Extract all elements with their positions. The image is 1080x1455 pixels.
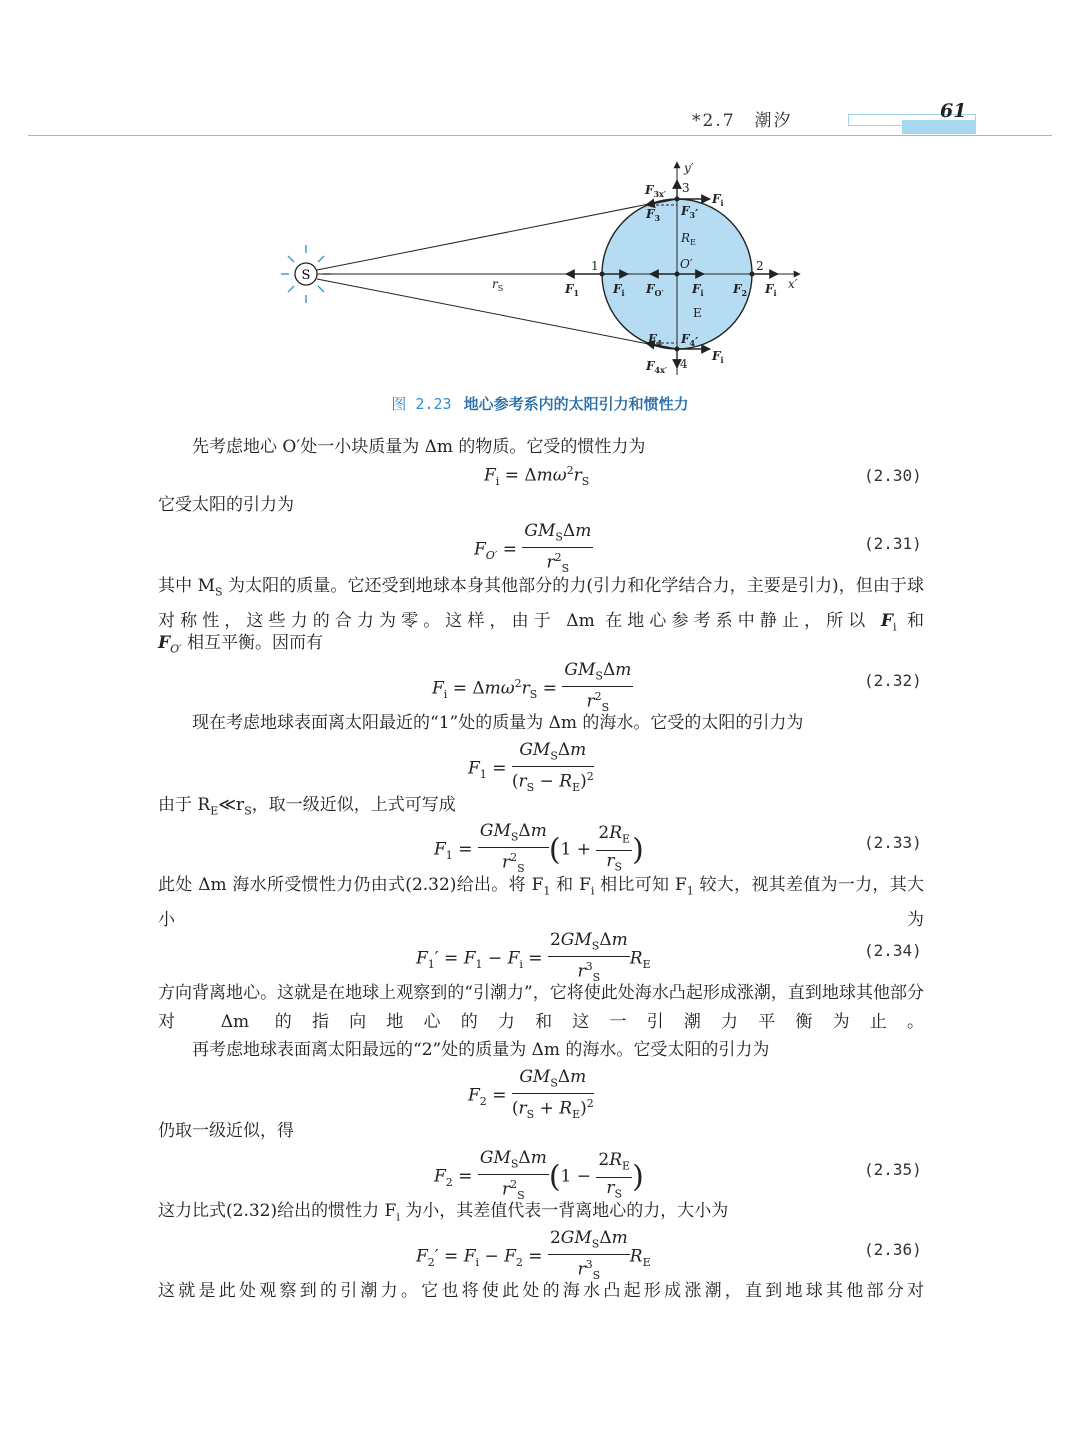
equation-2-32: $F_i = \Delta m\omega^2r_S$ = $\frac{GM_S\Delta m}{r^2_S}$ — [432, 660, 632, 715]
equation-F1: $F_1$ = $\frac{GM_S\Delta m}{(r_S - R_E)^2}$ — [468, 740, 594, 795]
equation-2-36: $F_2' = F_i - F_2$ = $\frac{2GM_S\Delta m}{r^3_S}$ $R_E$ — [416, 1228, 651, 1283]
equation-number-2-36: (2.36) — [864, 1240, 922, 1259]
force-FO-label: $F_{O'}$ — [646, 282, 664, 298]
point-3-label: 3 — [682, 181, 690, 195]
earth-label: E — [693, 306, 702, 320]
force-F2-label: $F_2$ — [733, 282, 748, 298]
force-F4p-label: $F_4'$ — [681, 332, 699, 349]
equation-2-34: $F_1' = F_1 - F_i$ = $\frac{2GM_S\Delta m}{r^3_S}$ $R_E$ — [416, 930, 651, 985]
figure-number: 图 2.23 — [391, 395, 452, 413]
paragraph-2: 它受太阳的引力为 — [158, 495, 294, 515]
force-F1-label: $F_1$ — [565, 282, 580, 298]
paragraph-5: 由于 $R_E≪r_S$，取一级近似，上式可写成 — [158, 795, 456, 818]
equation-number-2-35: (2.35) — [864, 1160, 922, 1179]
force-Fi-center-label: $F_i$ — [692, 282, 704, 298]
force-F3p-label: $F_3'$ — [681, 204, 699, 221]
equation-number-2-31: (2.31) — [864, 534, 922, 553]
paragraph-3: 其中 $M_S$ 为太阳的质量。它还受到地球本身其他部分的力(引力和化学结合力，主要是引力)，但由于球对称性，这些力的合力为零。这样，由于 Δm 在地心参考系中静止，所以 $F_i$ 和 — [158, 576, 925, 634]
force-F4-label: $F_4$ — [648, 332, 663, 348]
equation-2-30: $F_i = \Delta m\omega^2r_S$ — [484, 464, 590, 489]
force-F4x-label: $F_{4x'}$ — [646, 359, 667, 375]
paragraph-9: 仍取一级近似，得 — [158, 1121, 294, 1141]
point-4-label: 4 — [680, 357, 688, 371]
re-label: $R_E$ — [681, 231, 696, 247]
paragraph-10: 这力比式(2.32)给出的惯性力 $F_i$ 为小，其差值代表一背离地心的力，大小为 — [158, 1201, 729, 1224]
header-rule — [28, 135, 1052, 136]
figure-caption — [0, 393, 1080, 414]
origin-label: O′ — [680, 257, 693, 271]
paragraph-3-end: $F_{O'}$ 相互平衡。因而有 — [158, 633, 323, 656]
equation-2-35: $F_2$ = $\frac{GM_S\Delta m}{r^2_S}$ (1 − $\frac{2R_E}{r_S}$ ) — [434, 1148, 644, 1203]
sun-label: S — [301, 268, 311, 283]
paragraph-4: 现在考虑地球表面离太阳最近的“1”处的质量为 Δm 的海水。它受的太阳的引力为 — [192, 713, 804, 733]
equation-number-2-33: (2.33) — [864, 833, 922, 852]
equation-number-2-30: (2.30) — [864, 466, 922, 485]
figure-title: 地心参考系内的太阳引力和惯性力 — [463, 395, 689, 413]
paragraph-7: 方向背离地心。这就是在地球上观察到的“引潮力”，它将使此处海水凸起形成涨潮，直到地球其他部分对 Δm 的指向地心的力和这一引潮力平衡为止。 — [158, 983, 924, 1032]
equation-2-33: $F_1$ = $\frac{GM_S\Delta m}{r^2_S}$ (1 + $\frac{2R_E}{r_S}$ ) — [434, 821, 644, 876]
paragraph-8: 再考虑地球表面离太阳最远的“2”处的质量为 Δm 的海水。它受太阳的引力为 — [192, 1040, 770, 1060]
force-F3x-label: $F_{3x'}$ — [645, 183, 666, 199]
equation-number-2-32: (2.32) — [864, 671, 922, 690]
force-Fi-top-label: $F_i$ — [712, 192, 724, 208]
force-Fi-right-label: $F_i$ — [765, 282, 777, 298]
force-Fi-left-label: $F_i$ — [613, 282, 625, 298]
force-F3-label: $F_3$ — [646, 207, 661, 223]
equation-number-2-34: (2.34) — [864, 941, 922, 960]
equation-F2: $F_2$ = $\frac{GM_S\Delta m}{(r_S + R_E)^2}$ — [468, 1067, 594, 1122]
rs-label: $r_S$ — [492, 277, 504, 293]
force-Fi-bottom-label: $F_i$ — [712, 349, 724, 365]
paragraph-1: 先考虑地心 O′处一小块质量为 Δm 的物质。它受的惯性力为 — [192, 437, 646, 457]
y-axis-label: y′ — [684, 161, 694, 175]
x-axis-label: x′ — [788, 277, 798, 291]
equation-2-31: $F_{O'}$ = $\frac{GM_S\Delta m}{r^2_S}$ — [474, 521, 592, 576]
point-2-label: 2 — [756, 259, 764, 273]
point-1-label: 1 — [591, 259, 599, 273]
page-number: 61 — [940, 100, 967, 122]
running-header-section: *2.7 潮汐 — [692, 111, 793, 131]
paragraph-11: 这就是此处观察到的引潮力。它也将使此处的海水凸起形成涨潮，直到地球其他部分对 — [158, 1281, 924, 1301]
header-decor-fill — [902, 120, 976, 134]
earth-sun-force-diagram — [270, 150, 820, 380]
paragraph-6: 此处 Δm 海水所受惯性力仍由式(2.32)给出。将 $F_1$ 和 $F_i$ 相比可知 $F_1$ 较大，视其差值为一力，其大小为 — [158, 875, 924, 930]
